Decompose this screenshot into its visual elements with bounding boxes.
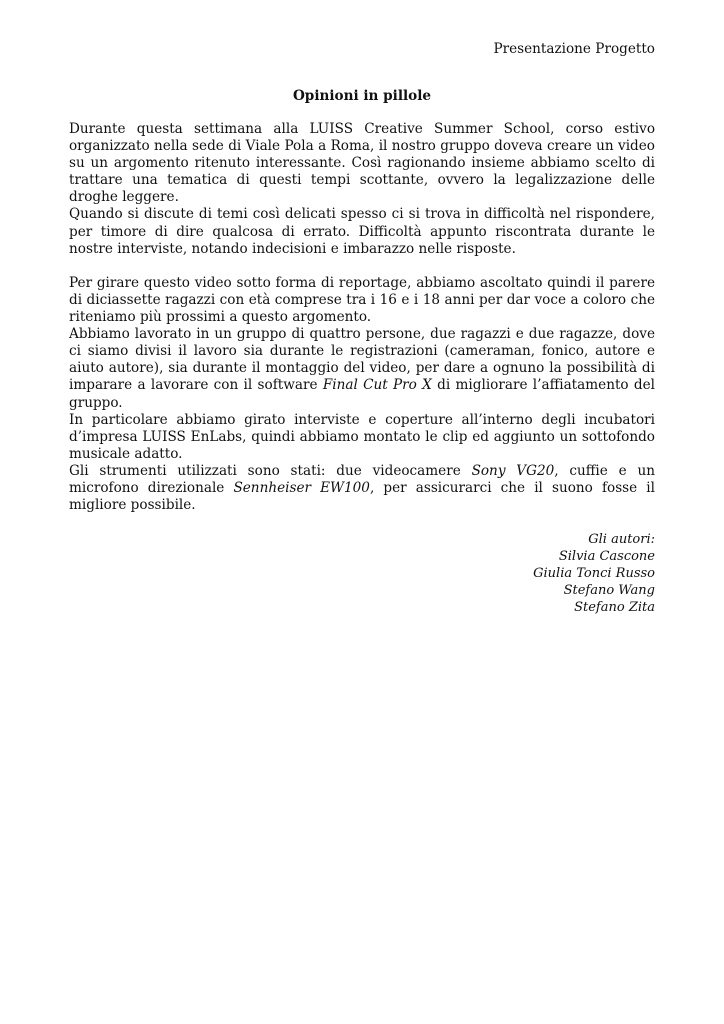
signature-block — [69, 531, 655, 616]
paragraph-gap — [69, 258, 655, 275]
document-title: Opinioni in pillole — [292, 88, 432, 104]
paragraph-team — [69, 326, 655, 411]
team-text-a: Abbiamo lavorato in un gruppo di quattro persone, due ragazzi e due ragazze, dove ci siamo divisi il lavoro sia durante le registrazioni (cameraman, fonico, autore e aiuto autore), sia durante il montaggio del video, per dare a ognuno la possibilità di imparare a lavorare con il software — [69, 326, 655, 394]
equipment-text-b: , cuffie e un microfono direzionale — [69, 462, 655, 496]
equipment-text-c: , per assicurarci che il suono fosse il migliore possibile. — [69, 479, 655, 514]
author-name: Stefano Zita — [574, 600, 655, 616]
team-text-b: di migliorare l’affiatamento del gruppo. — [69, 377, 655, 411]
paragraph-interviews: In particolare abbiamo girato interviste e coperture all’interno degli incubatori d’impresa LUISS EnLabs, quindi abbiamo montato le clip ed aggiunto un sottofondo musicale adatto. — [69, 411, 655, 462]
camera-name: Sony VG20 — [471, 462, 555, 479]
author-name: Stefano Wang — [563, 583, 655, 599]
paragraph-difficulty: Quando si discute di temi così delicati spesso ci si trova in difficoltà nel rispondere, per timore di dire qualcosa di errato. Difficoltà appunto riscontrata durante le nostre interviste, notando indecisioni e imbarazzo nelle risposte. — [69, 206, 655, 257]
microphone-name: Sennheiser EW100 — [233, 479, 370, 496]
equipment-text-a: Gli strumenti utilizzati sono stati: due videocamere — [69, 462, 472, 479]
document-body — [69, 121, 655, 514]
signature-heading: Gli autori: — [588, 532, 655, 548]
author-name: Silvia Cascone — [558, 549, 655, 565]
paragraph-intro: Durante questa settimana alla LUISS Creative Summer School, corso estivo organizzato nella sede di Viale Pola a Roma, il nostro gruppo doveva creare un video su un argomento ritenuto interessante. Così ragionando insieme abbiamo scelto di trattare una tematica di questi tempi scottante, ovvero la legalizzazione delle droghe leggere. — [69, 121, 655, 206]
software-name: Final Cut Pro X — [322, 377, 432, 394]
paragraph-reportage: Per girare questo video sotto forma di reportage, abbiamo ascoltato quindi il parere di diciassette ragazzi con età comprese tra i 16 e i 18 anni per dar voce a coloro che riteniamo più prossimi a questo argomento. — [69, 274, 655, 326]
author-name: Giulia Tonci Russo — [533, 566, 655, 582]
paragraph-equipment — [69, 463, 655, 514]
header-label: Presentazione Progetto — [493, 41, 655, 57]
